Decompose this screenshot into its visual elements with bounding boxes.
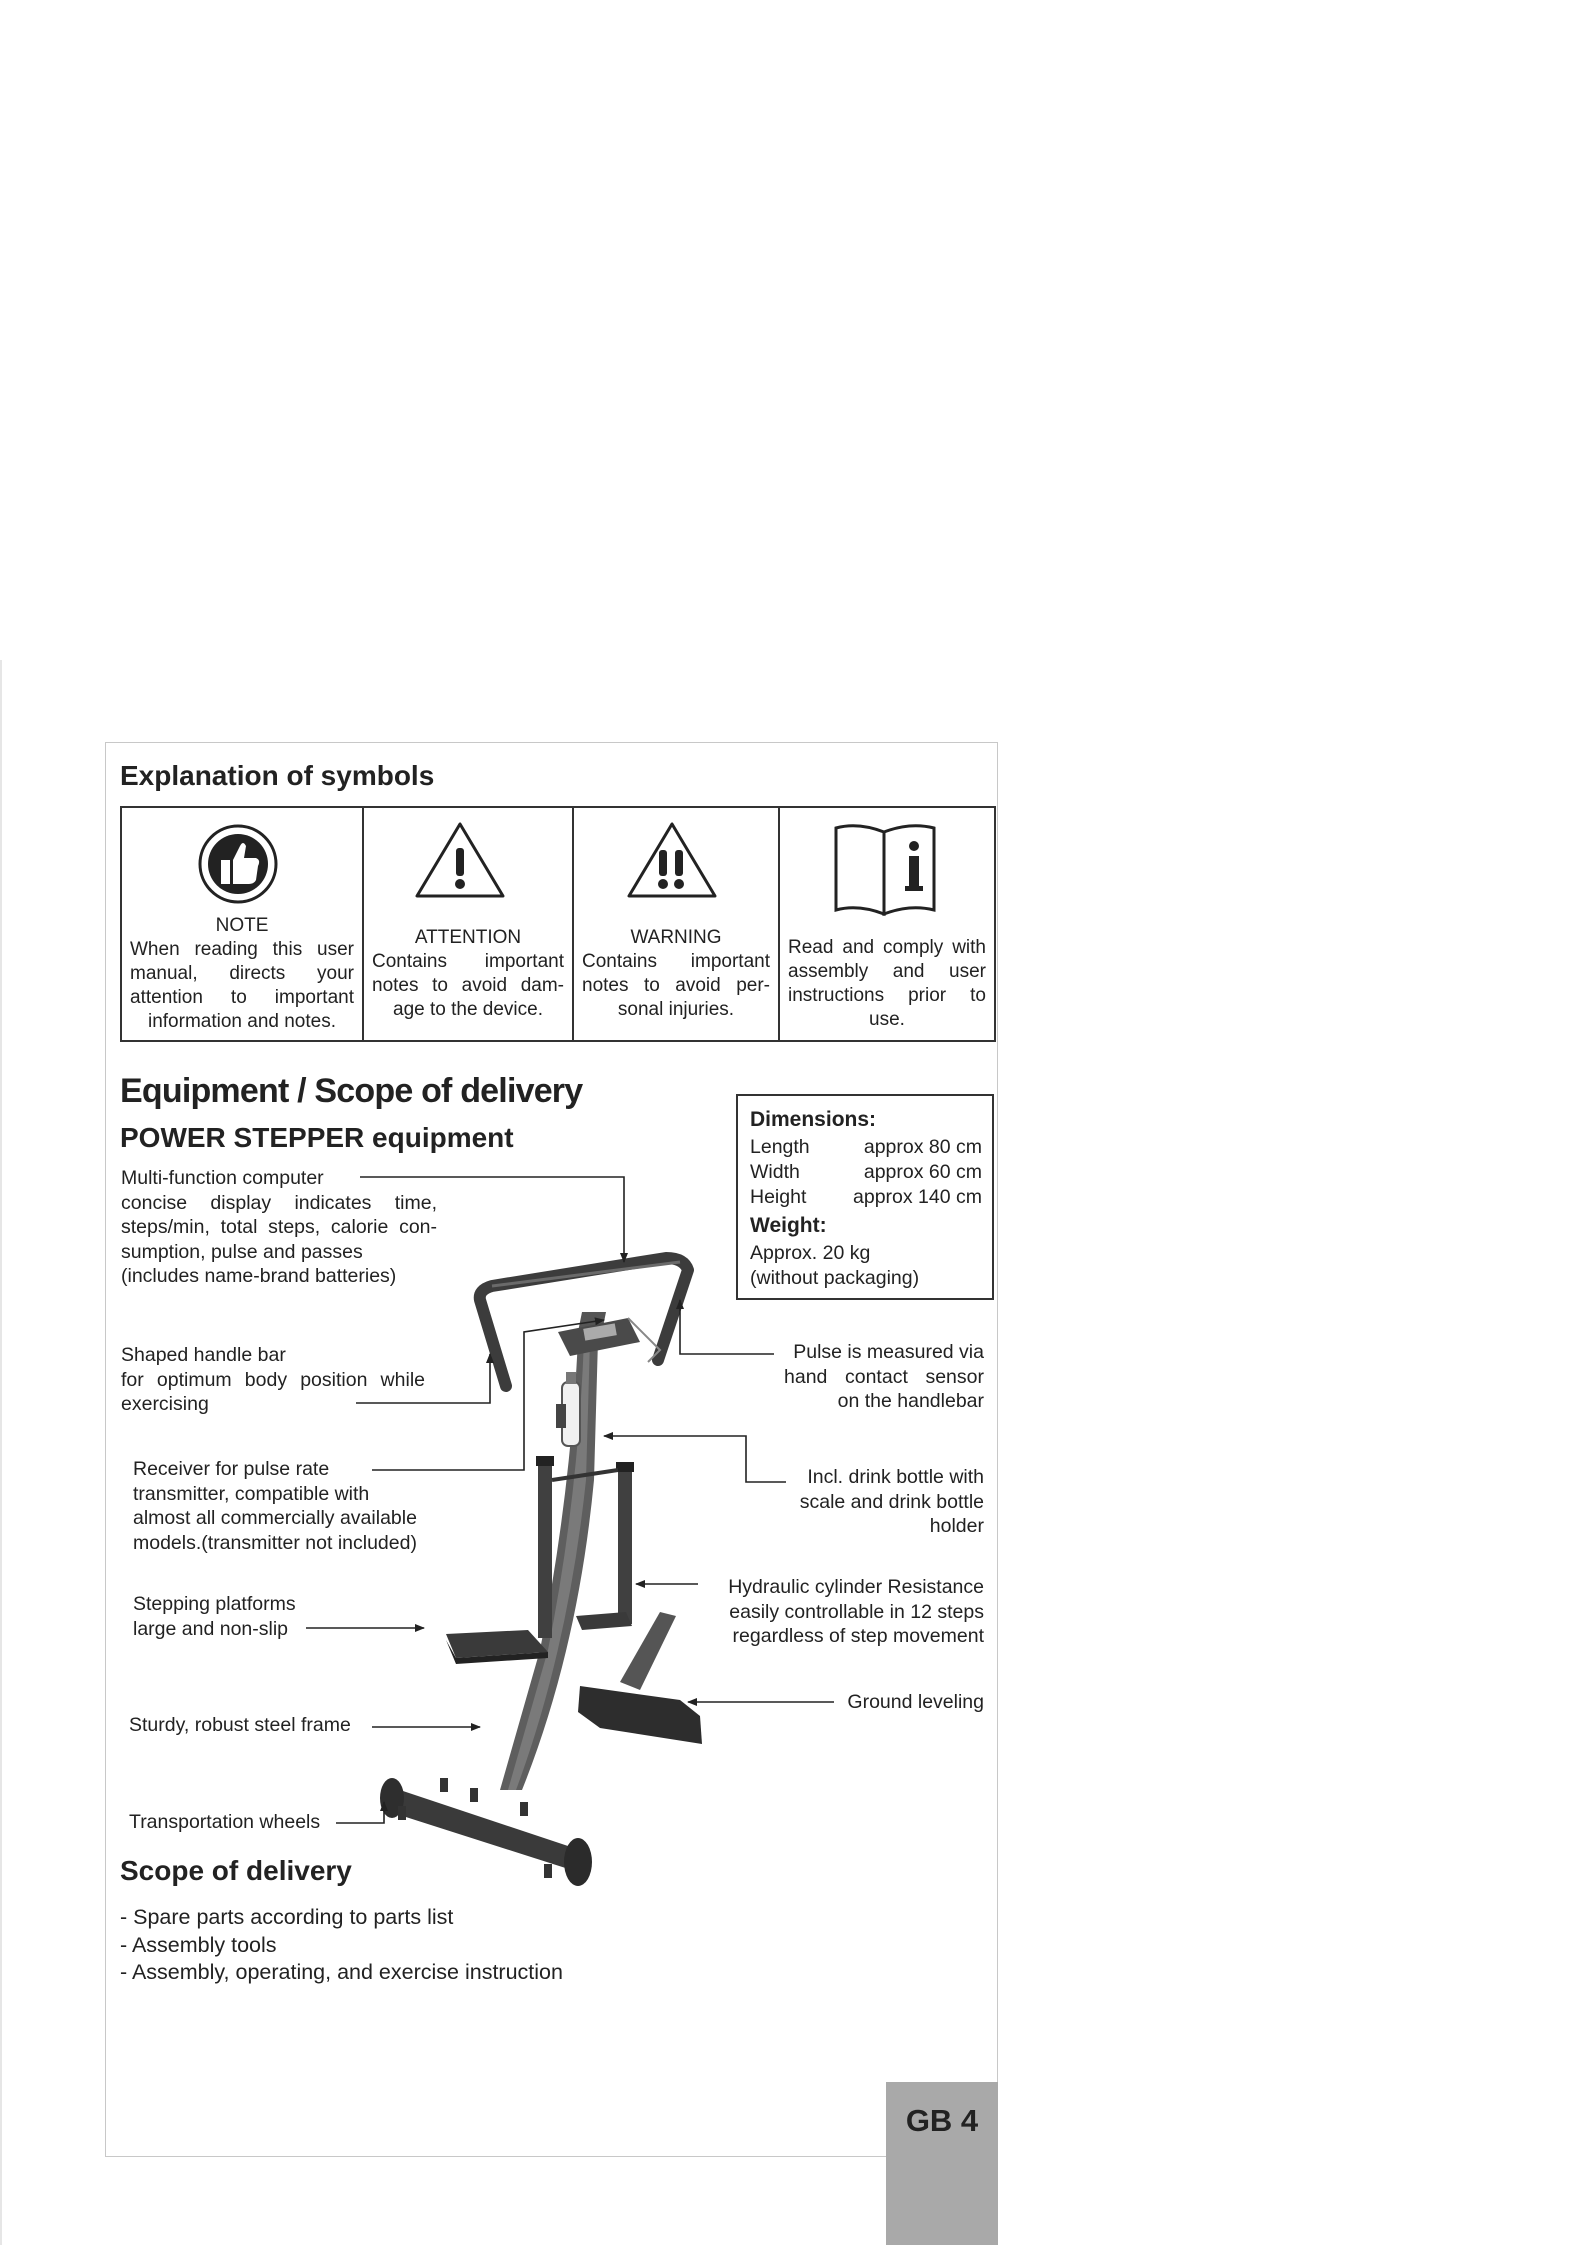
page-number: GB 4 (905, 2103, 979, 2138)
note-text: When reading this user manual, directs your attention to important information and notes. (130, 939, 354, 1032)
list-item: - Spare parts according to parts list (120, 1905, 454, 1929)
label-bottle: Incl. drink bottle with scale and drink bottle holder (799, 1466, 984, 1537)
dim-length-label: Length (750, 1136, 810, 1158)
dim-width-value: approx 60 cm (863, 1161, 982, 1183)
warning-text: Contains important notes to avoid per-sonal injuries. (582, 951, 770, 1020)
label-wheels: Transportation wheels (129, 1811, 321, 1833)
read-text: Read and comply with assembly and user instructions prior to use. (788, 937, 986, 1030)
base-foot (380, 1778, 592, 1886)
label-handlebar: Shaped handle bar for optimum body position while exercising (121, 1344, 425, 1415)
dim-width-label: Width (750, 1161, 800, 1183)
label-pulse: Pulse is measured via hand contact sensor on the handlebar (784, 1341, 984, 1412)
attention-text: Contains important notes to avoid dam-age to the device. (372, 951, 564, 1020)
scope-title: Scope of delivery (120, 1855, 352, 1886)
scope-list (120, 1904, 563, 1987)
drink-bottle (556, 1372, 580, 1446)
dim-height-label: Height (750, 1186, 807, 1208)
dimensions-heading: Dimensions: (750, 1108, 877, 1131)
dim-length-value: approx 80 cm (863, 1136, 982, 1158)
equipment-title: Equipment / Scope of delivery (120, 1072, 583, 1110)
label-frame: Sturdy, robust steel frame (129, 1714, 351, 1736)
label-platforms: Stepping platforms large and non-slip (133, 1593, 296, 1640)
dim-height-value: approx 140 cm (853, 1186, 982, 1208)
label-receiver: Receiver for pulse rate transmitter, compatible with almost all commercially available models.(transmitter not included) (133, 1458, 417, 1554)
note-heading: NOTE (215, 915, 269, 936)
equipment-subtitle: POWER STEPPER equipment (120, 1122, 514, 1153)
list-item: - Assembly tools (120, 1932, 277, 1957)
label-computer: Multi-function computer concise display indicates time, steps/min, total steps, calorie con- sumption, pulse and passes (includes name-brand batteries) (121, 1167, 437, 1287)
weight-line-1: Approx. 20 kg (750, 1242, 871, 1264)
label-hydraulic: Hydraulic cylinder Resistance easily controllable in 12 steps regardless of step movement (728, 1576, 984, 1647)
label-leveling: Ground leveling (847, 1691, 984, 1713)
rear-foot (578, 1612, 702, 1744)
warning-heading: WARNING (630, 927, 722, 948)
attention-heading: ATTENTION (414, 927, 522, 948)
symbols-section-title: Explanation of symbols (120, 760, 435, 791)
weight-heading: Weight: (750, 1214, 827, 1237)
weight-line-2: (without packaging) (750, 1267, 920, 1289)
list-item: - Assembly, operating, and exercise instruction (120, 1960, 563, 1984)
